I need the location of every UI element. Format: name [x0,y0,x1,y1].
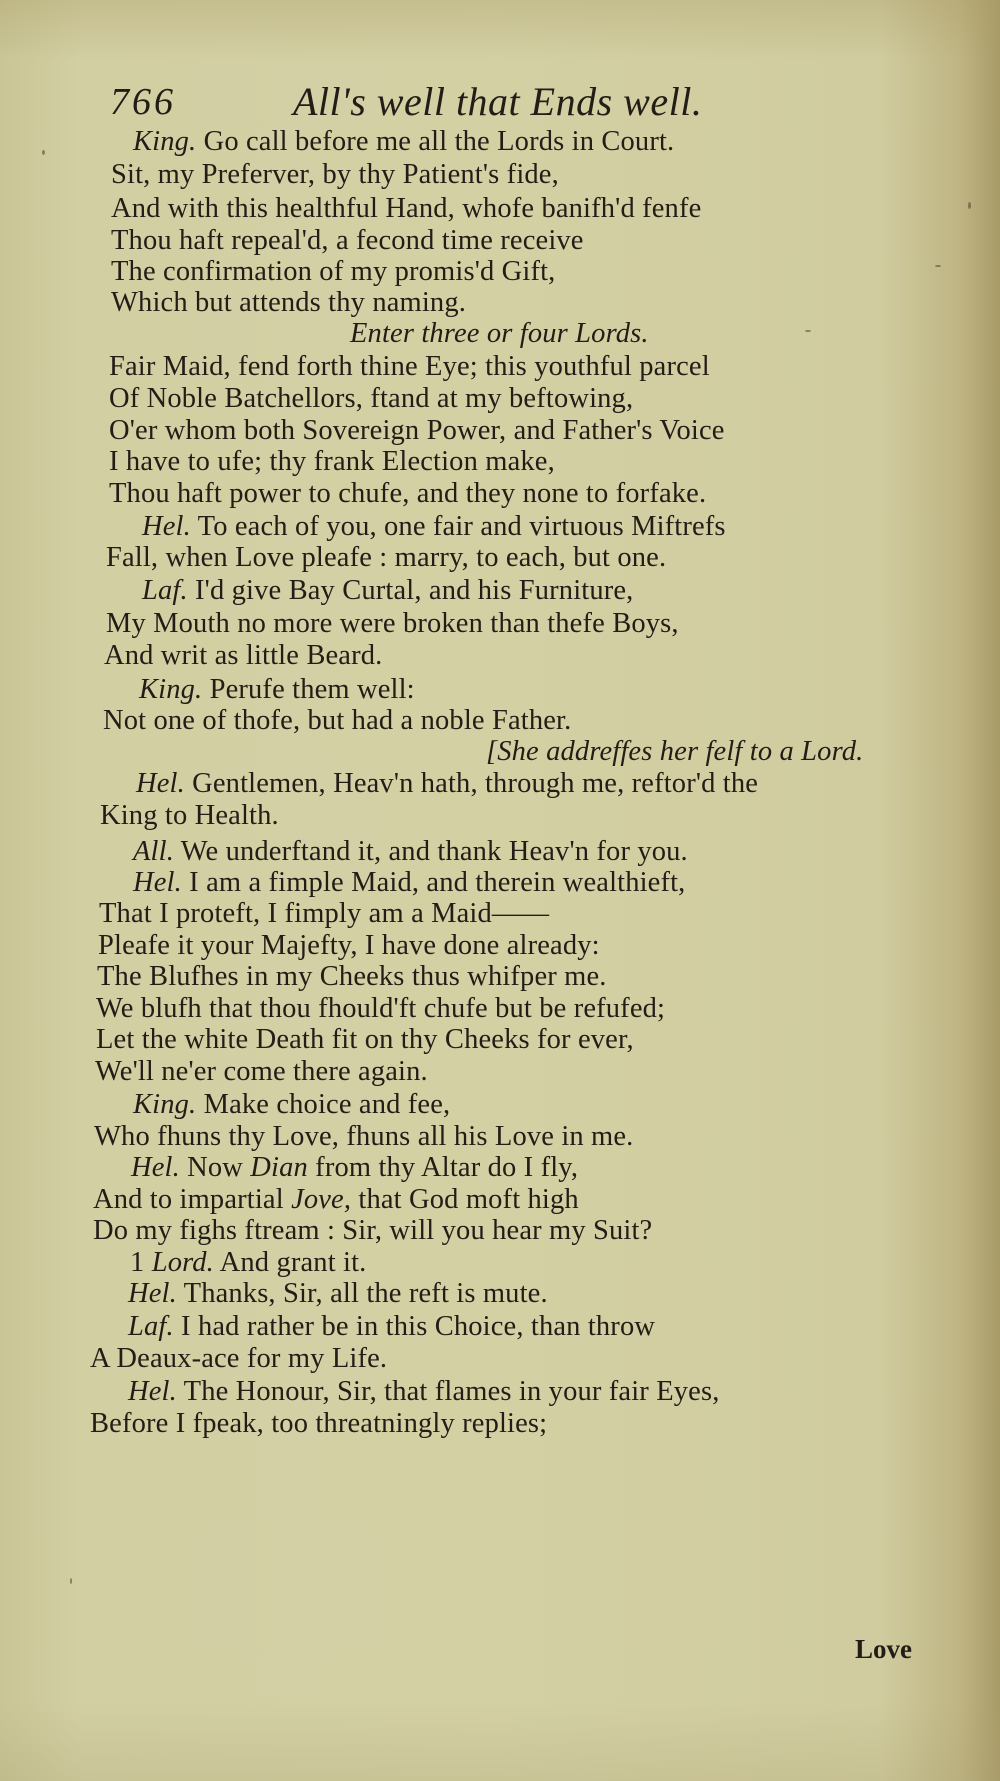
text-line [106,608,679,640]
line-text: Do my fighs ftream : Sir, will you hear my Suit? [93,1215,653,1246]
line-text: That I proteft, I fimply am a Maid—— [99,898,550,929]
line-text: The confirmation of my promis'd Gift, [111,256,556,287]
paper-speck [935,265,941,267]
text-line [111,193,701,225]
text-line [128,1311,655,1343]
line-text: And writ as little Beard. [104,640,383,671]
paper-speck [968,202,971,209]
text-line [128,1278,548,1310]
page-number: 766 [110,81,176,123]
text-line [111,159,559,191]
text-line [100,800,279,832]
text-line [136,768,758,800]
line-text: I have to ufe; thy frank Election make, [109,446,555,477]
text-line [109,383,633,415]
line-text: that God moft high [351,1184,579,1215]
line-text: Thou haft power to chufe, and they none to forfake. [109,478,707,509]
line-text: King to Health. [100,800,279,831]
paper-speck [70,1578,72,1584]
line-text: Now [179,1152,251,1183]
speaker-name: Hel. [142,511,191,542]
line-text: Sit, my Preferver, by thy Patient's fide, [111,159,559,190]
line-text: Fair Maid, fend forth thine Eye; this youthful parcel [109,351,710,382]
line-text: And grant it. [213,1247,367,1278]
line-text: Which but attends thy naming. [111,287,466,318]
line-text: I had rather be in this Choice, than throw [173,1311,656,1342]
line-text: Not one of thofe, but had a noble Father. [103,705,572,736]
speaker-name: King. [133,1089,197,1120]
text-line [90,1343,387,1375]
line-text: Thanks, Sir, all the reft is mute. [176,1278,548,1309]
line-prefix: 1 [130,1247,152,1278]
line-text: We blufh that thou fhould'ft chufe but be refufed; [96,993,666,1024]
speaker-name: Hel. [128,1278,177,1309]
text-line [90,1408,547,1440]
line-text: from thy Altar do I fly, [307,1152,579,1183]
stage-direction [486,736,863,768]
line-text: Make choice and fee, [196,1089,451,1120]
line-text: Who fhuns thy Love, fhuns all his Love in me. [94,1121,634,1152]
text-line [142,511,726,543]
text-line [97,961,607,993]
line-text: Gentlemen, Heav'n hath, through me, reftor'd the [184,768,759,799]
text-line [104,640,382,672]
speaker-name: Laf. [128,1311,174,1342]
line-text: I'd give Bay Curtal, and his Furniture, [187,575,634,606]
speaker-name: All. [133,836,174,867]
text-line [103,705,571,737]
text-line [128,1376,719,1408]
text-line [133,126,674,158]
text-line [99,898,549,930]
speaker-name: Hel. [133,867,182,898]
italic-name: Dian [250,1152,308,1183]
line-text: The Blufhes in my Cheeks thus whifper me. [97,961,607,992]
text-line [131,1152,578,1184]
line-text: I am a fimple Maid, and therein wealthieft, [181,867,686,898]
speaker-name: King. [133,126,197,157]
text-line [109,446,555,478]
text-line [139,674,415,706]
page-top-shadow [0,0,1000,60]
text-line [106,542,666,574]
line-text: We underftand it, and thank Heav'n for you. [173,836,688,867]
italic-name: Jove, [291,1184,352,1215]
line-text: And with this healthful Hand, whofe banifh'd fenfe [111,193,702,224]
line-text: And to impartial [93,1184,292,1215]
line-text: Fall, when Love pleafe : marry, to each, but one. [106,542,667,573]
line-text: A Deaux-ace for my Life. [90,1343,388,1374]
text-line [111,225,584,257]
text-line [95,1056,428,1088]
line-text: O'er whom both Sovereign Power, and Father's Voice [109,415,725,446]
speaker-name: Hel. [128,1376,177,1407]
text-line [94,1121,633,1153]
speaker-name: Lord. [151,1247,214,1278]
speaker-name: Laf. [142,575,188,606]
paper-speck [42,150,45,155]
speaker-name: King. [139,674,203,705]
text-line [109,478,706,510]
text-line [133,1089,450,1121]
line-text: Before I fpeak, too threatningly replies; [90,1408,548,1439]
line-text: We'll ne'er come there again. [95,1056,428,1087]
text-line [130,1247,366,1279]
text-line [96,1024,634,1056]
text-line [111,287,466,319]
stage-direction [350,318,649,350]
catchword: Love [855,1634,912,1664]
text-line [133,867,685,899]
speaker-name: Hel. [136,768,185,799]
text-line [109,415,725,447]
line-text: Let the white Death fit on thy Cheeks for ever, [96,1024,634,1055]
line-text: Go call before me all the Lords in Court. [196,126,675,157]
text-line [93,1184,579,1216]
text-line [133,836,688,868]
stage-direction-text: [She addreffes her felf to a Lord. [486,736,864,767]
speaker-name: Hel. [131,1152,180,1183]
line-text: Perufe them well: [202,674,415,705]
text-line [98,930,600,962]
line-text: My Mouth no more were broken than thefe Boys, [106,608,679,639]
text-line [109,351,710,383]
text-line [111,256,555,288]
running-title: All's well that Ends well. [293,79,703,124]
page-bottom-shadow [0,1701,1000,1781]
text-line [96,993,665,1025]
line-text: To each of you, one fair and virtuous Miftrefs [190,511,726,542]
line-text: Of Noble Batchellors, ftand at my beftowing, [109,383,634,414]
text-line [93,1215,652,1247]
stage-direction-text: Enter three or four Lords. [350,318,649,349]
line-text: Pleafe it your Majefty, I have done already: [98,930,600,961]
paper-speck [805,330,811,332]
line-text: The Honour, Sir, that flames in your fair Eyes, [176,1376,720,1407]
line-text: Thou haft repeal'd, a fecond time receive [111,225,584,256]
text-line [142,575,633,607]
